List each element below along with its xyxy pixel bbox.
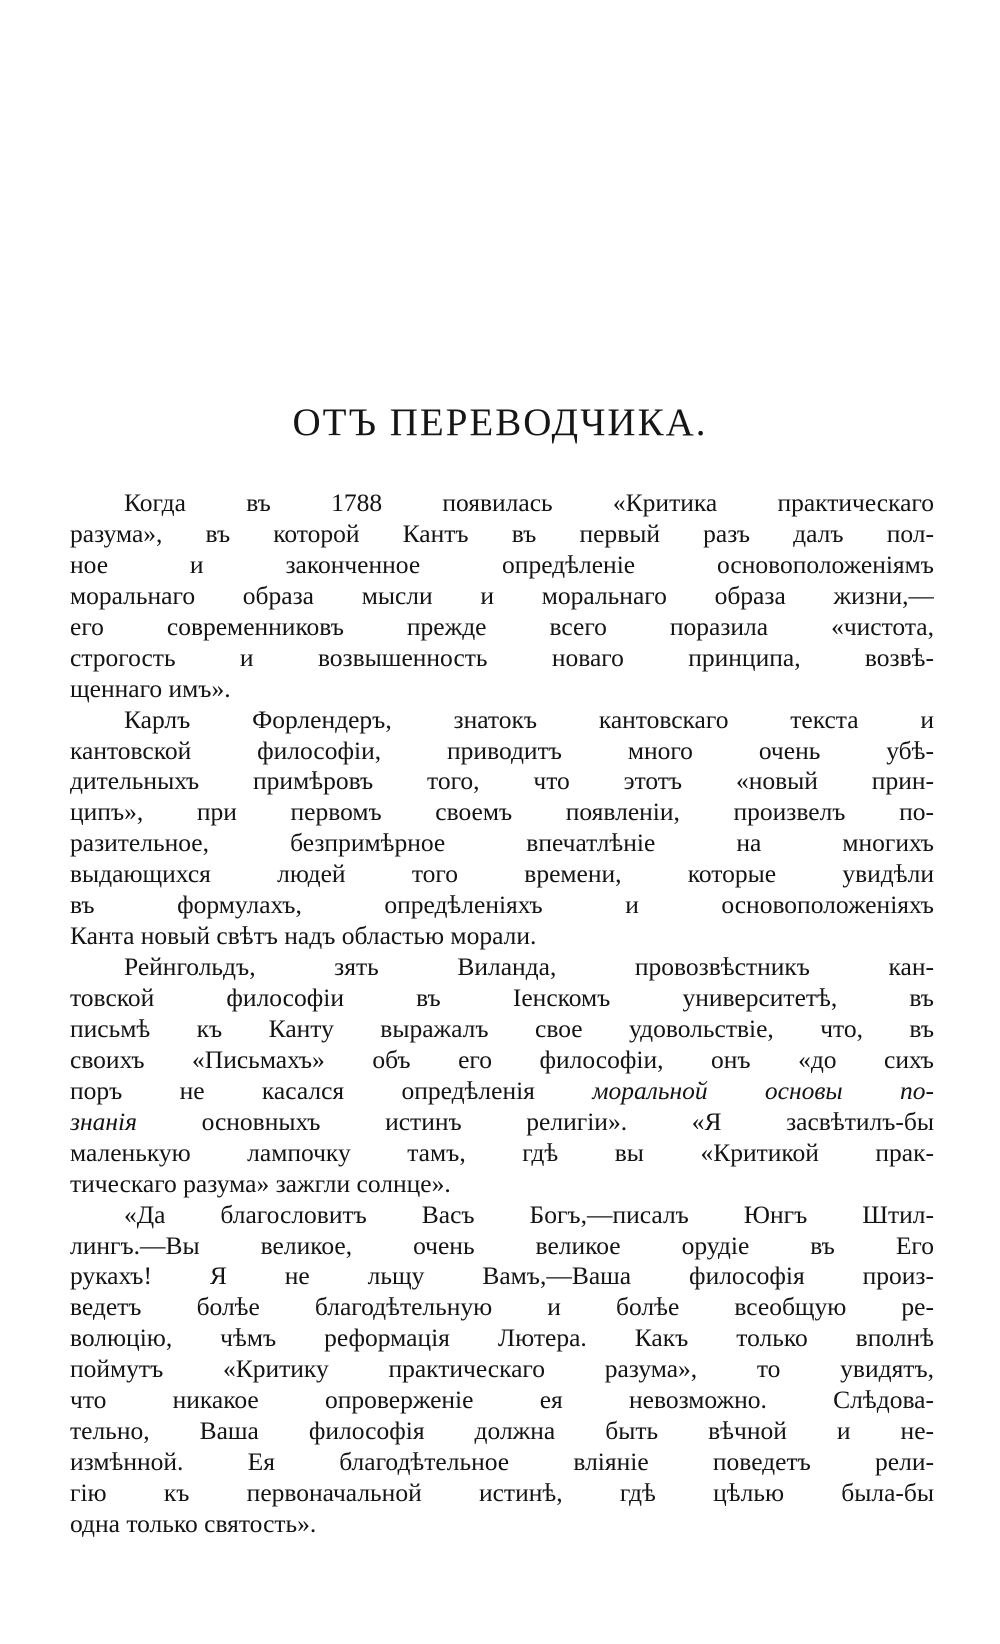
text-line: его современниковъ прежде всего поразила «чистота, [70,611,934,641]
body-text [70,488,934,1540]
text-line: тическаго разума» зажгли солнце». [70,1168,451,1198]
text-line: рукахъ! Я не льщу Вамъ,—Ваша философія произ- [70,1261,934,1291]
text-line: выдающихся людей того времени, которые увидѣли [70,859,934,889]
text-line: моральнаго образа мысли и моральнаго образа жизни,— [70,580,934,610]
text-line: измѣнной. Ея благодѣтельное вліяніе поведетъ рели- [70,1447,934,1477]
text-line: тельно, Ваша философія должна быть вѣчной и не- [70,1416,934,1446]
page-title: ОТЪ ПЕРЕВОДЧИКА. [292,401,708,444]
paragraph-1 [70,488,934,705]
text-line: лингъ.—Вы великое, очень великое орудіе въ Его [70,1230,934,1260]
text-line: гію къ первоначальной истинѣ, гдѣ цѣлью была-бы [70,1478,934,1507]
text-line: Рейнгольдъ, зять Виланда, провозвѣстникъ кан- [124,952,934,982]
text-line: письмѣ къ Канту выражалъ свое удовольствіе, что, въ [70,1013,934,1043]
text-line: ципъ», при первомъ своемъ появленіи, произвелъ по- [70,797,934,827]
text-line: ведетъ болѣе благодѣтельную и болѣе всеобщую ре- [70,1292,934,1322]
text-line-with-italic: знанія основныхъ истинъ религіи». «Я засвѣтилъ-бы [70,1106,934,1136]
italic-phrase: знанія [70,1106,137,1136]
text-line: кантовской философіи, приводитъ много очень убѣ- [70,735,934,765]
paragraph-3 [70,952,934,1200]
text-line: въ формулахъ, опредѣленіяхъ и основоположеніяхъ [70,890,934,920]
text-line: своихъ «Письмахъ» объ его философіи, онъ «до сихъ [70,1044,934,1074]
text-line: что никакое опроверженіе ея невозможно. Слѣдова- [70,1385,934,1415]
text-line-with-italic: поръ не касался опредѣленія моральной основы по- [70,1075,934,1105]
text-line: «Да благословитъ Васъ Богъ,—писалъ Юнгъ Штил- [124,1199,934,1229]
text-line: Карлъ Форлендеръ, знатокъ кантовскаго текста и [124,704,934,734]
text-line: щеннаго имъ». [70,673,231,703]
text-line: дительныхъ примѣровъ того, что этотъ «новый прин- [70,766,934,796]
text-line: разительное, безпримѣрное впечатлѣніе на многихъ [70,828,934,858]
paragraph-2 [70,705,934,953]
text-line: Когда въ 1788 появилась «Критика практическаго [124,488,934,517]
text-line: товской философіи въ Іенскомъ университетѣ, въ [70,983,934,1012]
text-line: одна только святость». [70,1508,317,1538]
text-line: ное и законченное опредѣленіе основоположеніямъ [70,549,934,579]
text-line: строгость и возвышенность новаго принципа, возвѣ- [70,642,934,672]
italic-phrase: моральной основы по- [592,1075,934,1105]
text-line: разума», въ которой Кантъ въ первый разъ далъ пол- [70,518,934,548]
paragraph-4 [70,1200,934,1540]
text-line: волюцію, чѣмъ реформація Лютера. Какъ только вполнѣ [70,1323,934,1353]
text-line: поймутъ «Критику практическаго разума», то увидятъ, [70,1354,934,1384]
text-line: Канта новый свѣтъ надъ областью морали. [70,921,537,951]
text-line: маленькую лампочку тамъ, гдѣ вы «Критикой прак- [70,1137,934,1167]
